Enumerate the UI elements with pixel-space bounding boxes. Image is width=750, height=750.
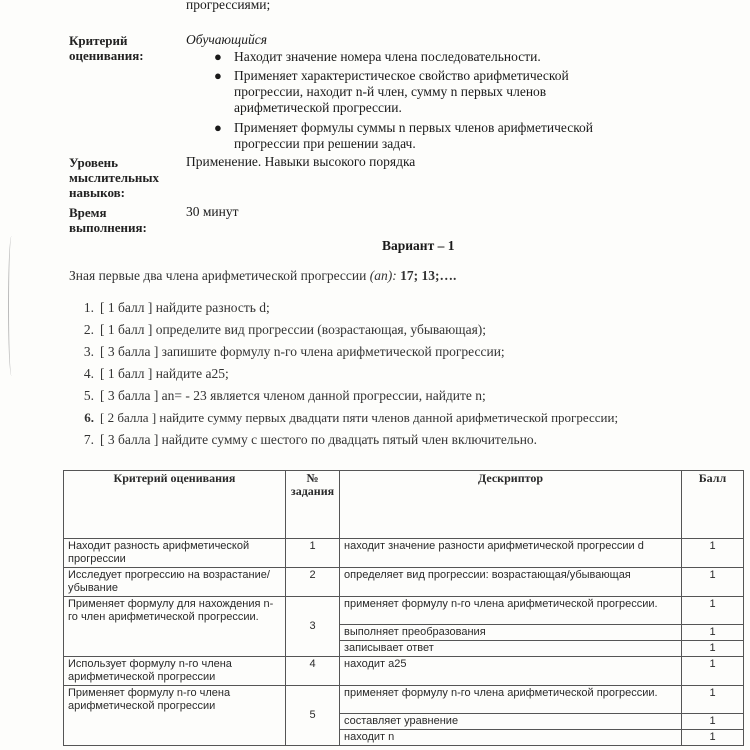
thinking-level-label: Уровень мыслительных навыков: — [69, 155, 160, 200]
score-cell: 1 — [682, 657, 744, 686]
table-row — [64, 657, 744, 686]
header-task-no: № задания — [286, 471, 340, 539]
task-no-cell: 3 — [286, 597, 340, 657]
descriptor-cell: применяет формулу n-го члена арифметической прогрессии. — [340, 686, 682, 714]
criteria-lead: Обучающийся — [186, 32, 268, 47]
descriptor-cell: записывает ответ — [340, 641, 682, 657]
header-score: Балл — [682, 471, 744, 539]
task-item: 4. [ 1 балл ] найдите a25; — [83, 366, 229, 381]
descriptor-cell: составляет уравнение — [340, 714, 682, 730]
task-no-cell: 4 — [286, 657, 340, 686]
table-row — [64, 539, 744, 568]
bullet-icon: ● — [214, 49, 222, 64]
criteria-item: Находит значение номера члена последовательности. — [234, 49, 541, 64]
descriptor-cell: применяет формулу n-го члена арифметической прогрессии. — [340, 597, 682, 625]
descriptor-cell: выполняет преобразования — [340, 625, 682, 641]
table-header-row — [64, 471, 744, 539]
score-cell: 1 — [682, 597, 744, 625]
score-cell: 1 — [682, 641, 744, 657]
criterion-cell: Находит разность арифметической прогрессии — [64, 539, 286, 568]
score-cell: 1 — [682, 714, 744, 730]
time-label: Время выполнения: — [69, 205, 147, 235]
criteria-item: Применяет формулы суммы n первых членов арифметической прогрессии при решении задач. — [234, 120, 594, 151]
time-value: 30 минут — [186, 204, 239, 219]
descriptor-cell: определяет вид прогрессии: возрастающая/убывающая — [340, 568, 682, 597]
task-item: 3. [ 3 балла ] запишите формулу n-го члена арифметической прогрессии; — [83, 344, 505, 359]
intro-line — [69, 268, 456, 284]
descriptor-cell: находит n — [340, 730, 682, 746]
score-cell: 1 — [682, 539, 744, 568]
task-item: 7. [ 3 балла ] найдите сумму с шестого по двадцать пятый член включительно. — [83, 432, 538, 447]
task-no-cell: 1 — [286, 539, 340, 568]
task-item: 1. [ 1 балл ] найдите разность d; — [83, 300, 270, 315]
scan-edge-mark — [8, 236, 15, 376]
criteria-item: Применяет характеристическое свойство арифметической прогрессии, находит n-й член, сумму n первых членов арифметической прогрессии. — [234, 68, 569, 115]
score-cell: 1 — [682, 625, 744, 641]
bullet-icon: ● — [214, 68, 222, 83]
sequence-terms: 17; 13;…. — [400, 268, 457, 283]
task-item: 5. [ 3 балла ] an= - 23 является членом данной прогрессии, найдите n; — [83, 388, 486, 403]
score-cell: 1 — [682, 730, 744, 746]
task-item: 2. [ 1 балл ] определите вид прогрессии (возрастающая, убывающая); — [83, 322, 487, 337]
sequence-notation: (an): — [369, 268, 397, 283]
intro-text: Зная первые два члена арифметической прогрессии — [69, 268, 367, 283]
top-fragment: прогрессиями; — [186, 0, 271, 12]
variant-title: Вариант – 1 — [382, 238, 455, 253]
assessment-table — [63, 470, 744, 746]
thinking-level-value: Применение. Навыки высокого порядка — [186, 154, 416, 169]
criteria-label: Критерий оценивания: — [69, 33, 144, 63]
descriptor-cell: находит значение разности арифметической прогрессии d — [340, 539, 682, 568]
criterion-cell: Исследует прогрессию на возрастание/убывание — [64, 568, 286, 597]
header-criterion: Критерий оценивания — [64, 471, 286, 539]
table-row — [64, 568, 744, 597]
task-no-cell: 2 — [286, 568, 340, 597]
criterion-cell: Применяет формулу для нахождения n-го член арифметической прогрессии. — [64, 597, 286, 657]
descriptor-cell: находит a25 — [340, 657, 682, 686]
score-cell: 1 — [682, 686, 744, 714]
table-row — [64, 686, 744, 714]
header-descriptor: Дескриптор — [340, 471, 682, 539]
score-cell: 1 — [682, 568, 744, 597]
task-no-cell: 5 — [286, 686, 340, 746]
criterion-cell: Использует формулу n-го члена арифметической прогрессии — [64, 657, 286, 686]
bullet-icon: ● — [214, 120, 222, 135]
criterion-cell: Применяет формулу n-го члена арифметической прогрессии — [64, 686, 286, 746]
table-row — [64, 597, 744, 625]
task-item: 6. [ 2 балла ] найдите сумму первых двадцати пяти членов данной арифметической прогрессии; — [84, 410, 619, 425]
